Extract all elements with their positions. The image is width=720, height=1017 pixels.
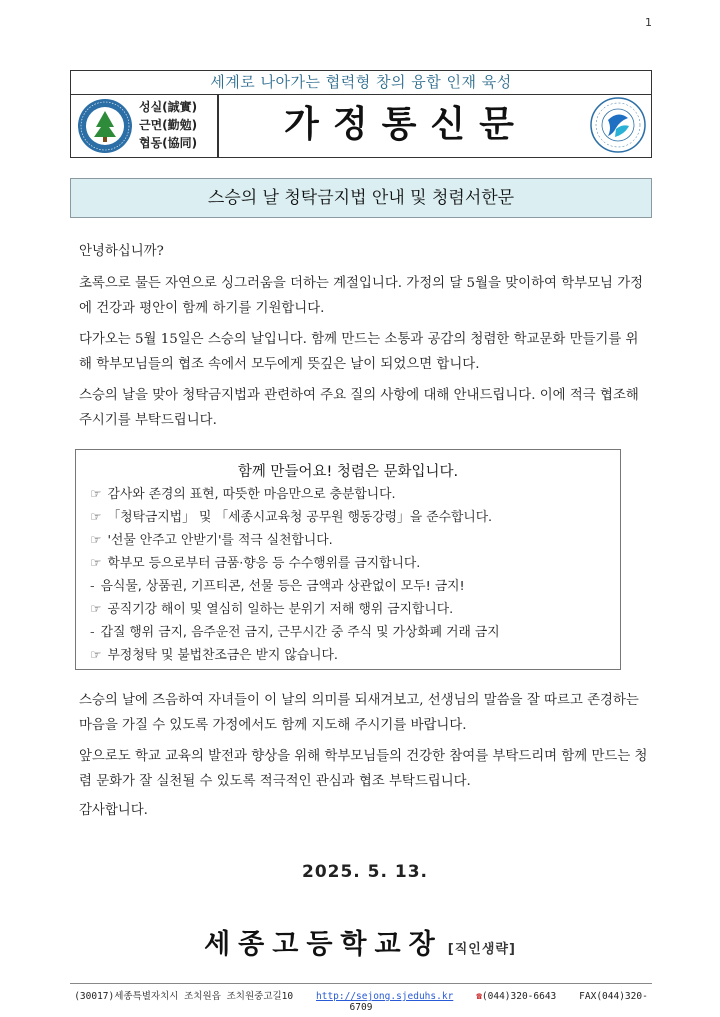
guide-list-item xyxy=(90,483,615,506)
guide-list-item-text: 음식물, 상품권, 기프티콘, 선물 등은 금액과 상관없이 모두! 금지! xyxy=(100,579,465,594)
guide-list-item-text: 갑질 행위 금지, 음주운전 금지, 근무시간 중 주식 및 가상화폐 거래 금지 xyxy=(100,625,500,640)
intro-paragraph-1-text: 초록으로 물든 자연으로 싱그러움을 더하는 계절입니다. 가정의 달 5월을 맞이하여 학부모님 가정에 건강과 평안이 함께 하기를 기원합니다. xyxy=(79,276,644,316)
intro-paragraph-2 xyxy=(79,328,649,377)
seal-omitted: [직인생략] xyxy=(447,942,516,957)
school-emblem-icon xyxy=(76,97,134,155)
school-mottos xyxy=(139,98,211,152)
newsletter-title: 가정통신문 xyxy=(284,104,528,145)
signature xyxy=(0,922,720,961)
phone-icon: ☎ xyxy=(476,991,482,1002)
pointing-hand-icon: ☞ xyxy=(90,556,102,571)
guide-list-item xyxy=(90,598,615,621)
pointing-hand-icon: ☞ xyxy=(90,648,102,663)
guide-list-item-text: 학부모 등으로부터 금품·향응 등 수수행위를 금지합니다. xyxy=(107,556,421,571)
guide-list-item-text: 「청탁금지법」 및 「세종시교육청 공무원 행동강령」을 준수합니다. xyxy=(107,510,493,525)
pointing-hand-icon: ☞ xyxy=(90,602,102,617)
greeting xyxy=(79,240,649,265)
guide-list-item-text: 부정청탁 및 불법찬조금은 받지 않습니다. xyxy=(107,648,338,663)
guide-list-item-text: 감사와 존경의 표현, 따뜻한 마음만으로 충분합니다. xyxy=(107,487,396,502)
school-slogan: 세계로 나아가는 협력형 창의 융합 인재 육성 xyxy=(71,71,651,95)
closing-thanks-text: 감사합니다. xyxy=(79,803,148,818)
footer-divider xyxy=(70,983,652,984)
footer-phone: (044)320-6643 xyxy=(481,991,557,1002)
pointing-hand-icon: ☞ xyxy=(90,533,102,548)
motto-diligence: 근면(勤勉) xyxy=(139,118,198,132)
integrity-guide-title: 함께 만들어요! 청렴은 문화입니다. xyxy=(237,464,459,480)
guide-list-item xyxy=(90,506,615,529)
pointing-hand-icon: ☞ xyxy=(90,487,102,502)
motto-cooperation: 협동(協同) xyxy=(139,136,198,150)
guide-list-item xyxy=(90,621,615,644)
intro-paragraph-1 xyxy=(79,272,649,321)
closing-paragraph-2 xyxy=(79,745,649,794)
integrity-guide-list xyxy=(90,483,615,667)
closing-paragraph-1 xyxy=(79,689,649,738)
page-number: 1 xyxy=(645,16,652,29)
closing-thanks xyxy=(79,799,649,824)
dash-marker: - xyxy=(90,625,95,640)
issue-date: 2025. 5. 13. xyxy=(301,862,428,882)
guide-list-item-text: '선물 안주고 안받기'를 적극 실천합니다. xyxy=(107,533,333,548)
intro-paragraph-3-text: 스승의 날을 맞아 청탁금지법과 관련하여 주요 질의 사항에 대해 안내드립니다. 이에 적극 협조해 주시기를 부탁드립니다. xyxy=(79,388,639,428)
intro-paragraph-2-text: 다가오는 5월 15일은 스승의 날입니다. 함께 만드는 소통과 공감의 청렴한 학교문화 만들기를 위해 학부모님들의 협조 속에서 모두에게 뜻깊은 날이 되었으면 합니다. xyxy=(79,332,639,372)
footer-address: (30017)세종특별자치시 조치원읍 조치원중고길10 xyxy=(74,991,294,1002)
pointing-hand-icon: ☞ xyxy=(90,510,102,525)
principal-name: 세종고등학교장 xyxy=(204,929,443,960)
newsletter-header xyxy=(70,70,652,158)
dash-marker: - xyxy=(90,579,95,594)
header-divider xyxy=(217,95,219,157)
integrity-guide-box xyxy=(75,449,621,670)
closing-paragraph-2-text: 앞으로도 학교 교육의 발전과 향상을 위해 학부모님들의 건강한 참여를 부탁드리며 함께 만드는 청렴 문화가 잘 실천될 수 있도록 적극적인 관심과 협조 부탁드립니다. xyxy=(79,749,648,789)
education-office-emblem-icon xyxy=(589,96,647,154)
guide-list-item xyxy=(90,552,615,575)
subject-banner: 스승의 날 청탁금지법 안내 및 청렴서한문 xyxy=(70,178,652,218)
guide-list-item xyxy=(90,644,615,667)
intro-paragraph-3 xyxy=(79,384,649,433)
guide-list-item xyxy=(90,575,615,598)
footer xyxy=(70,988,652,1013)
closing-paragraph-1-text: 스승의 날에 즈음하여 자녀들이 이 날의 의미를 되새겨보고, 선생님의 말씀을 잘 따르고 존경하는 마음을 가질 수 있도록 가정에서도 함께 지도해 주시기를 바랍니다. xyxy=(79,693,639,733)
guide-list-item-text: 공직기강 해이 및 열심히 일하는 분위기 저해 행위 금지합니다. xyxy=(107,602,454,617)
footer-fax: FAX(044)320-6709 xyxy=(349,991,648,1013)
footer-website-link[interactable]: http://sejong.sjeduhs.kr xyxy=(316,991,454,1002)
greeting-text: 안녕하십니까? xyxy=(79,244,164,259)
motto-sincerity: 성실(誠實) xyxy=(139,100,198,114)
guide-list-item xyxy=(90,529,615,552)
